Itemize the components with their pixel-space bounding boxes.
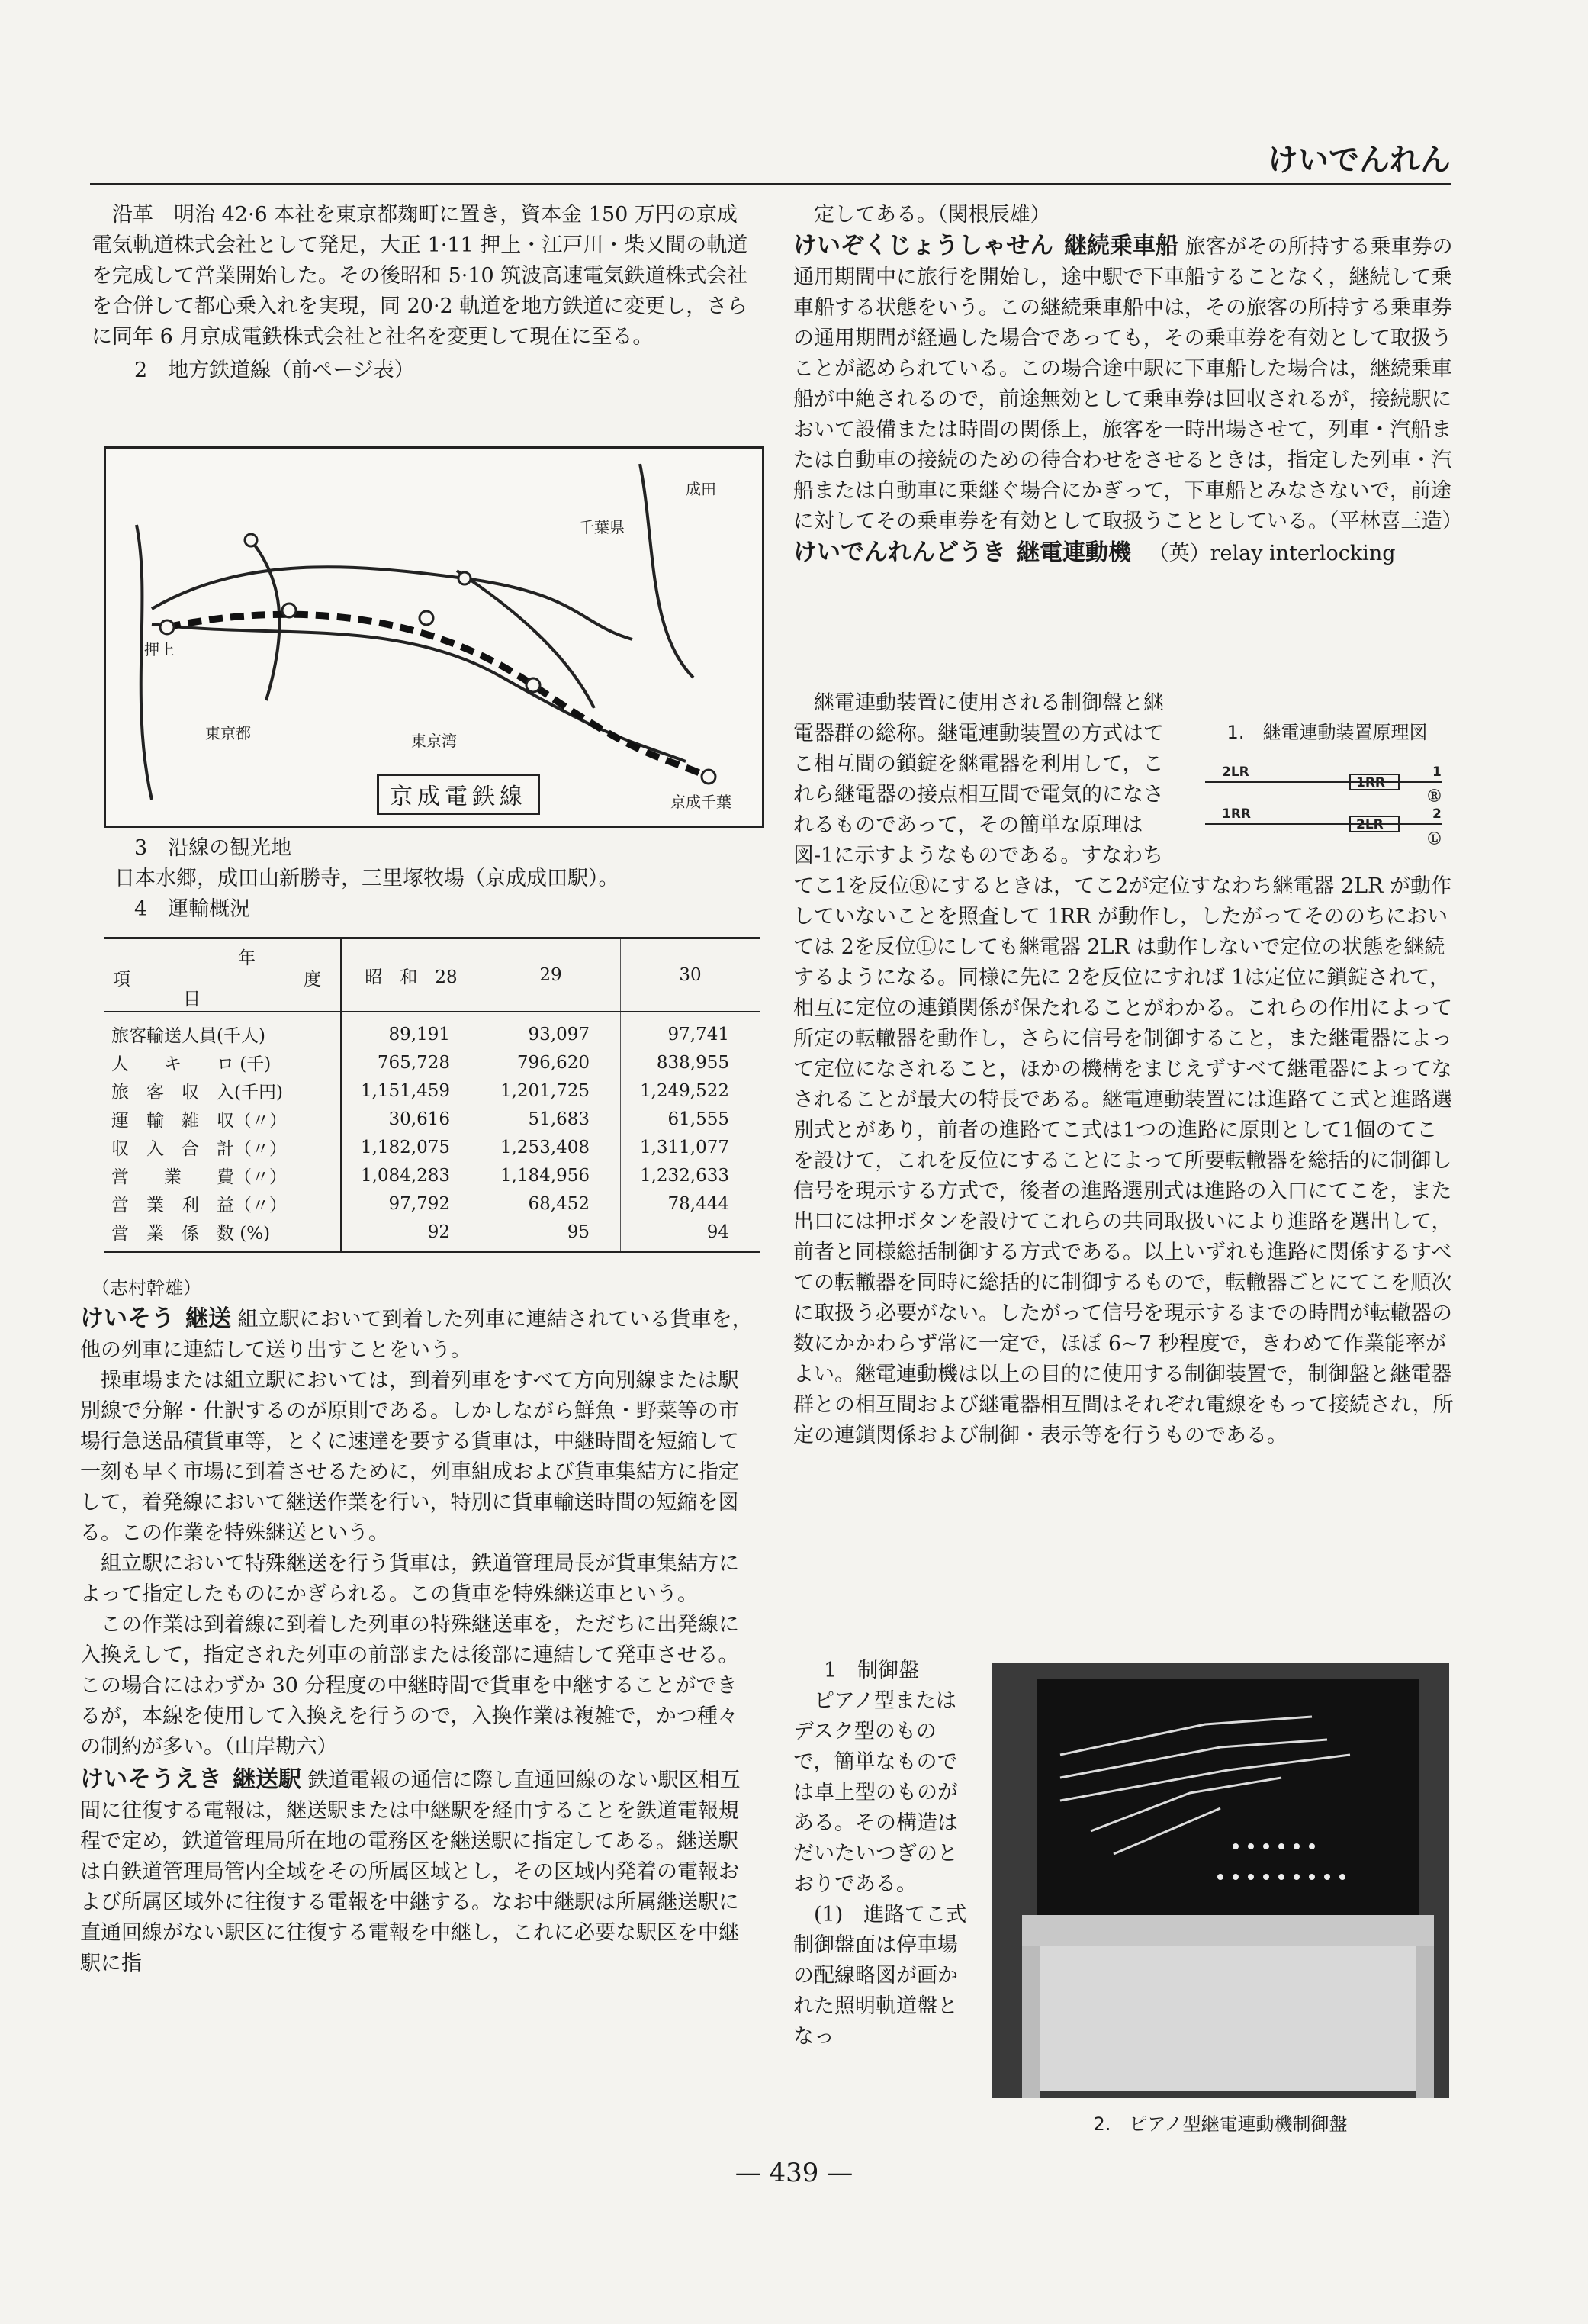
map-station-funabashi	[420, 611, 433, 625]
entry-text: 旅客がその所持する乗車券の通用期間中に旅行を開始し，途中駅で下車船することなく，継続して乗車船する状態をいう。この継続乗車船中は，その旅客の所持する乗車券の通用期間が経過した場合であっても，その乗車券を有効として取扱うことが認められている。この場合途中駅に下車船した場合は，継続乗車船が中絶されるので，前途無効として乗車券は回収されるが，接続駅において設備または時間の関係上，旅客を一時出場させて，列車・汽船または自動車の接続のための待合わせをさせるときは，指定した列車・汽船または自動車に乗継ぐ場合にかぎって，下車船とみなさないで，前途に対してその乗車券を有効として取扱うこととしている。（平林喜三造）	[793, 235, 1463, 533]
table-col-header: 昭 和 28	[341, 939, 481, 1012]
entry-paragraph: 組立駅において特殊継送を行う貨車は，鉄道管理局長が貨車集結方によって指定したものにかぎられる。この貨車を特殊継送車という。	[80, 1552, 739, 1606]
headword-kana: けいそうえき	[80, 1766, 222, 1793]
transport-table	[104, 937, 760, 1253]
map-station-oshiage	[160, 620, 174, 634]
table-row: 人 キ ロ (千) 765,728 796,620 838,955	[104, 1048, 760, 1077]
map-line-branch	[251, 540, 279, 700]
headword-kanji: 継電連動機	[1017, 539, 1131, 566]
map-label-tokyo: 東京都	[205, 724, 251, 742]
table-row: 運 輸 雑 収（〃） 30,616 51,683 61,555	[104, 1105, 760, 1133]
section2-heading: 2 地方鉄道線（前ページ表）	[134, 359, 415, 382]
running-head: けいでんれん	[1268, 143, 1451, 178]
fig1-num-2: 2	[1432, 806, 1442, 822]
headword-kanji: 継送	[185, 1305, 231, 1332]
continuation-text: 定してある。（関根辰雄）	[814, 203, 1051, 227]
section3-heading: 3 沿線の観光地	[134, 836, 292, 860]
map-station-senju	[245, 534, 257, 546]
right-column-sub	[793, 1656, 988, 2052]
fig1-box-2lr: 2LR	[1356, 817, 1384, 832]
fig1-box-1rr: 1RR	[1356, 775, 1386, 790]
figure-1-spacer	[1167, 688, 1457, 855]
author-shimura: （志村幹雄）	[92, 1277, 201, 1299]
right-column-body	[793, 688, 1457, 1451]
entry-keisou	[80, 1303, 755, 1979]
railway-map-svg	[106, 449, 762, 826]
table-row: 旅 客 収 入(千円) 1,151,459 1,201,725 1,249,522	[104, 1077, 760, 1105]
fig1-label-2lr: 2LR	[1222, 764, 1249, 780]
page-number: — 439 —	[735, 2158, 853, 2188]
table-row: 営 業 係 数 (%) 92 95 94	[104, 1218, 760, 1251]
keiden-text: 継電連動装置に使用される制御盤と継電器群の総称。継電連動装置の方式はてこ相互間の鎖錠を継電器を利用して，これら継電器の接点相互間で電気的になされるものであって，その簡単な原理は図-1に示すようなものである。すなわちてこ1を反位Ⓡにするときは，てこ2が定位すなわち継電器 2LR が動作していないことを照査して 1RR が動作し，したがってそののちにおいては 2を反位Ⓛにしても継電器 2LR は動作しないで定位の状態を継続するようになる。同様に先に 2を反位にすれば 1は定位に鎖錠されて，相互に定位の連鎖関係が保たれることがわかる。これらの作用によって所定の転轍器を動作し，さらに信号を制御すること，また継電器によって定位になされること，ほかの機構をまじえずすべて継電器によってなされることが最大の特長である。継電連動装置には進路てこ式と進路選別式とがあり，前者の進路てこ式は1つの進路に原則として1個のてこを設けて，これを反位にすることによって所要転轍器を総括的に制御し信号を現示する方式で，後者の進路選別式は進路の入口にてこを，また出口には押ボタンを設けてこれらの共同取扱いにより進路を選出して，前者と同様総括制御する方式である。以上いずれも進路に関係するすべての転轍器を同時に総括的に制御するもので，転轍器ごとにてこを順次に取扱う必要がない。したがって信号を現示するまでの時間が転轍器の数にかかわらず常に一定で，ほぼ 6~7 秒程度で，きわめて作業能率がよい。継電連動機は以上の目的に使用する制御装置で，制御盤と継電器群との相互間および継電器相互間はそれぞれ電線をもって接続され，所定の連鎖関係および制御・表示等を行うものである。	[793, 691, 1454, 1447]
left-column-top	[92, 200, 755, 386]
section4-heading: 4 運輸概況	[134, 897, 251, 921]
table-row: 収 入 合 計（〃） 1,182,075 1,253,408 1,311,077	[104, 1133, 760, 1161]
headword-kana: けいぞくじょうしゃせん	[793, 232, 1053, 259]
headword-kanji: 継続乗車船	[1064, 233, 1178, 259]
entry-paragraph: この作業は到着線に到着した列車の特殊継送車を，ただちに出発線に入換えして，指定された列車の前部または後部に連結して発車させる。この場合にはわずか 30 分程度の中継時間で貨車を中継することができるが，本線を使用して入換えを行うので，入換作業は複雑で，かつ種々の制約が多い。（山岸勘六）	[80, 1613, 739, 1759]
map-label-chiba-pref: 千葉県	[579, 518, 625, 536]
left-column-mid	[92, 833, 755, 925]
fig1-num-1: 1	[1432, 764, 1442, 780]
fig1-label-1rr: 1RR	[1222, 806, 1252, 822]
entry-text: 組立駅において到着した列車に連結されている貨車を，他の列車に連結して送り出すことをいう。	[80, 1308, 753, 1362]
map-station-matsudo	[458, 572, 471, 584]
entry-text: 鉄道電報の通信に際し直通回線のない駅区相互間に往復する電報は，継送駅または中継駅を経由することを鉄道電報規程で定め，鉄道管理局所在地の電務区を継送駅に指定してある。継送駅は自鉄道管理局管内全域をその所属区域とし，その区域内発着の電報および所属区域外に往復する電報を中継する。なお中継駅は所属継送駅に直通回線がない駅区に往復する電報を中継し，これに必要な駅区を中継駅に指	[80, 1769, 741, 1975]
map-title: 京成電鉄線	[377, 774, 540, 815]
fig1-symbol-r: Ⓡ	[1428, 789, 1441, 804]
map-label-keisei-chiba: 京成千葉	[670, 793, 731, 811]
control-panel-drawing	[992, 1663, 1449, 2098]
history-paragraph: 沿革 明治 42·6 本社を東京都麹町に置き，資本金 150 万円の京成電気軌道株式会社として発足，大正 1·11 押上・江戸川・柴又間の軌道を完成して営業開始した。その後昭和 5·10 筑波高速電気鉄道株式会社を合併して都心乗入れを実現，同 20·2 軌道を地方鉄道に変更し，さらに同年 6 月京成電鉄株式会社と社名を変更して現在に至る。	[92, 203, 748, 349]
fig1-symbol-l: Ⓛ	[1428, 832, 1441, 847]
table-corner-header: 年 項 度 目	[104, 939, 341, 1012]
sub1-text: ピアノ型またはデスク型のもので，簡単なものでは卓上型のものがある。その構造はだいたいつぎのとおりである。	[793, 1689, 958, 1896]
english-term: （英）relay interlocking	[1148, 542, 1396, 565]
section3-text: 日本水郷，成田山新勝寺，三里塚牧場（京成成田駅）。	[114, 867, 619, 890]
sub1-item: (1) 進路てこ式 制御盤面は停車場の配線略図が画かれた照明軌道盤となっ	[793, 1903, 988, 2049]
map-label-narita: 成田	[686, 480, 716, 498]
table-col-header: 30	[621, 939, 760, 1012]
right-column-top	[793, 200, 1463, 569]
keiden-body	[793, 688, 1457, 1451]
map-station-chiba	[702, 770, 715, 784]
sub1-heading: 1 制御盤	[824, 1659, 920, 1682]
headword-kanji: 継送駅	[233, 1766, 301, 1793]
headword-kana: けいそう	[80, 1305, 175, 1332]
map-station-tsudanuma	[526, 678, 540, 692]
table-row: 営 業 利 益（〃） 97,792 68,452 78,444	[104, 1189, 760, 1218]
map-label-oshiage: 押上	[144, 640, 175, 658]
map-label-bay: 東京湾	[411, 732, 457, 750]
table-row: 旅客輸送人員(千人) 89,191 93,097 97,741	[104, 1012, 760, 1048]
table-row: 営 業 費（〃） 1,084,283 1,184,956 1,232,633	[104, 1161, 760, 1189]
map-station-aoto	[282, 604, 296, 617]
figure-2-caption: 2. ピアノ型継電連動機制御盤	[1093, 2113, 1348, 2135]
control-panel-photo	[992, 1663, 1449, 2098]
table-col-header: 29	[481, 939, 621, 1012]
headword-kana: けいでんれんどうき	[793, 539, 1006, 566]
railway-map	[104, 446, 764, 828]
header-rule	[90, 183, 1451, 185]
map-line-west	[137, 525, 152, 800]
entry-paragraph: 操車場または組立駅においては，到着列車をすべて方向別線または駅別線で分解・仕訳するのが原則である。しかしながら鮮魚・野菜等の市場行急送品積貨車等，とくに速達を要する貨車は，中継時間を短縮して一刻も早く市場に到着させるために，列車組成および貨車集結方に指定して，着発線において継送作業を行い，特別に貨車輸送時間の短縮を図る。この作業を特殊継送という。	[80, 1369, 739, 1545]
figure-1-caption: 1. 継電連動装置原理図	[1226, 722, 1428, 743]
